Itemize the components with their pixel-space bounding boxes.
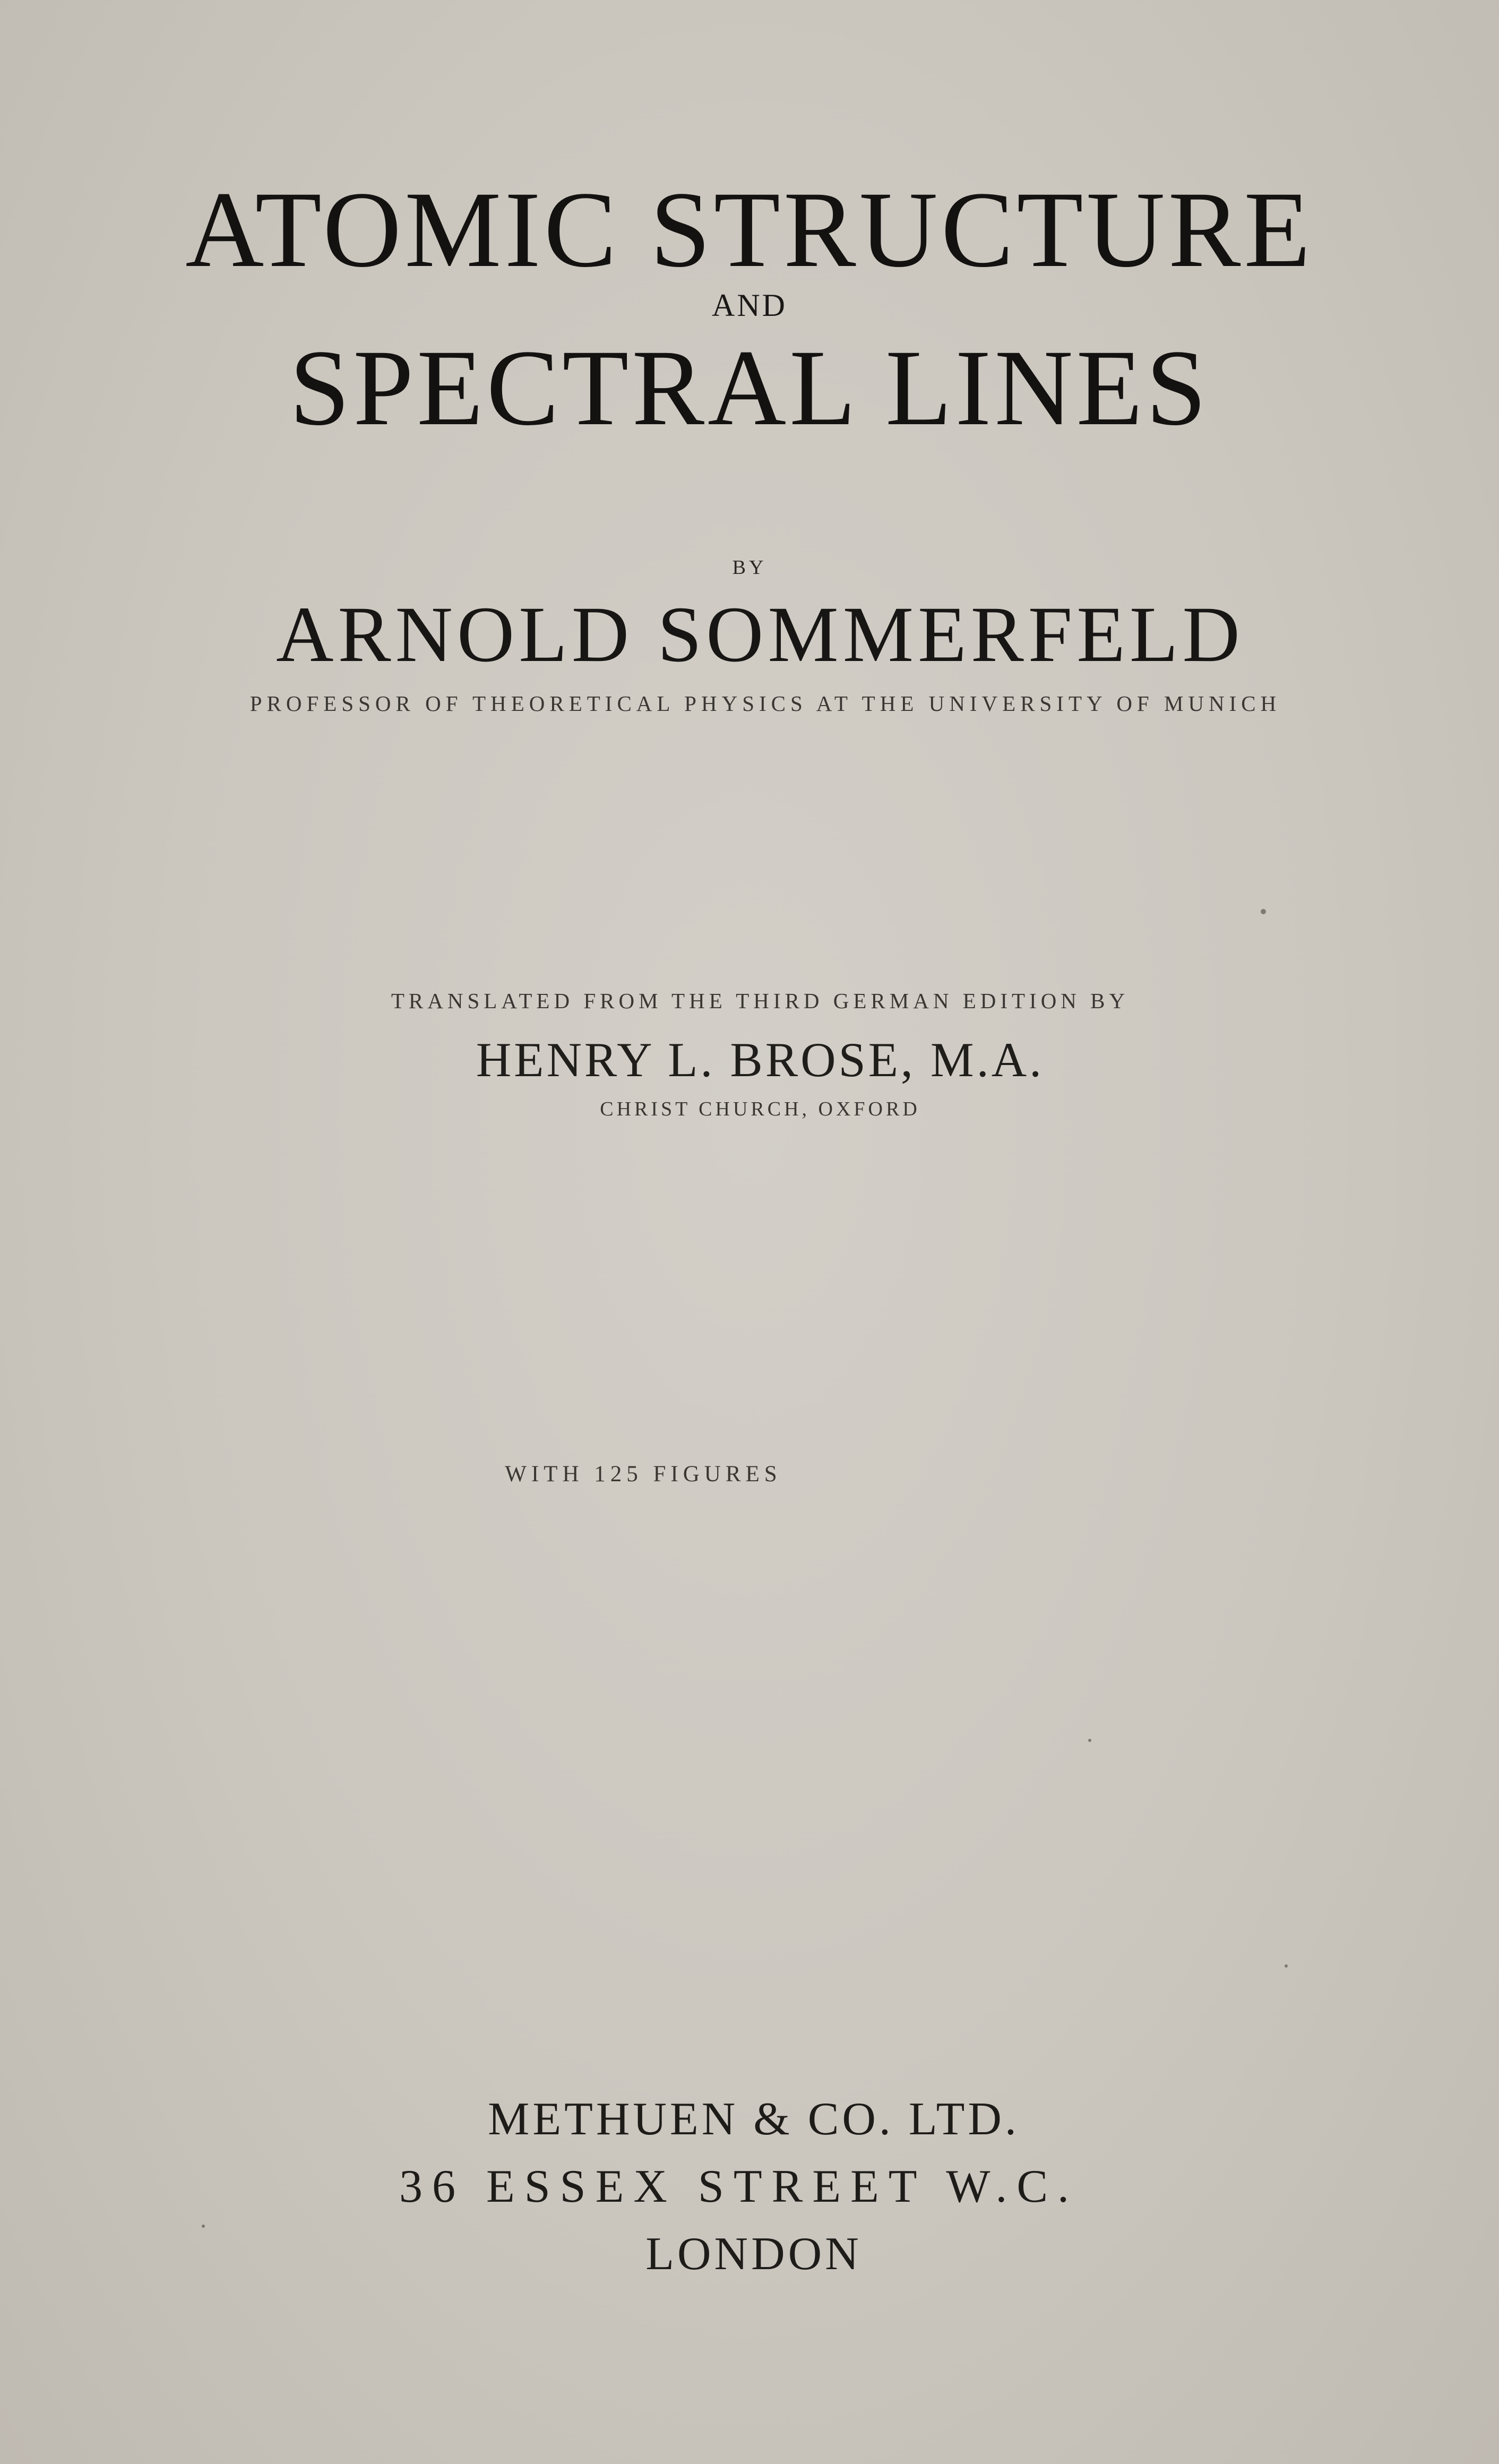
paper-speck	[202, 2225, 205, 2228]
author-name: ARNOLD SOMMERFELD	[276, 590, 1244, 679]
translator-name: HENRY L. BROSE, M.A.	[476, 1033, 1045, 1087]
title-line-1: ATOMIC STRUCTURE	[185, 169, 1314, 290]
translation-note: TRANSLATED FROM THE THIRD GERMAN EDITION BY	[391, 989, 1130, 1013]
paper-speck	[1285, 1964, 1288, 1968]
byline-label: BY	[732, 556, 767, 579]
title-line-2: SPECTRAL LINES	[289, 328, 1210, 448]
paper-speck	[1088, 1739, 1091, 1742]
title-conjunction: AND	[712, 288, 787, 323]
translator-affiliation: CHRIST CHURCH, OXFORD	[600, 1098, 920, 1120]
figures-note: WITH 125 FIGURES	[505, 1462, 782, 1487]
author-title: PROFESSOR OF THEORETICAL PHYSICS AT THE UNIVERSITY OF MUNICH	[249, 691, 1281, 716]
publisher-name: METHUEN & CO. LTD.	[488, 2093, 1020, 2145]
publisher-address: 36 ESSEX STREET W.C.	[399, 2161, 1079, 2212]
paper-speck	[1261, 909, 1266, 914]
publisher-city: LONDON	[645, 2228, 862, 2280]
